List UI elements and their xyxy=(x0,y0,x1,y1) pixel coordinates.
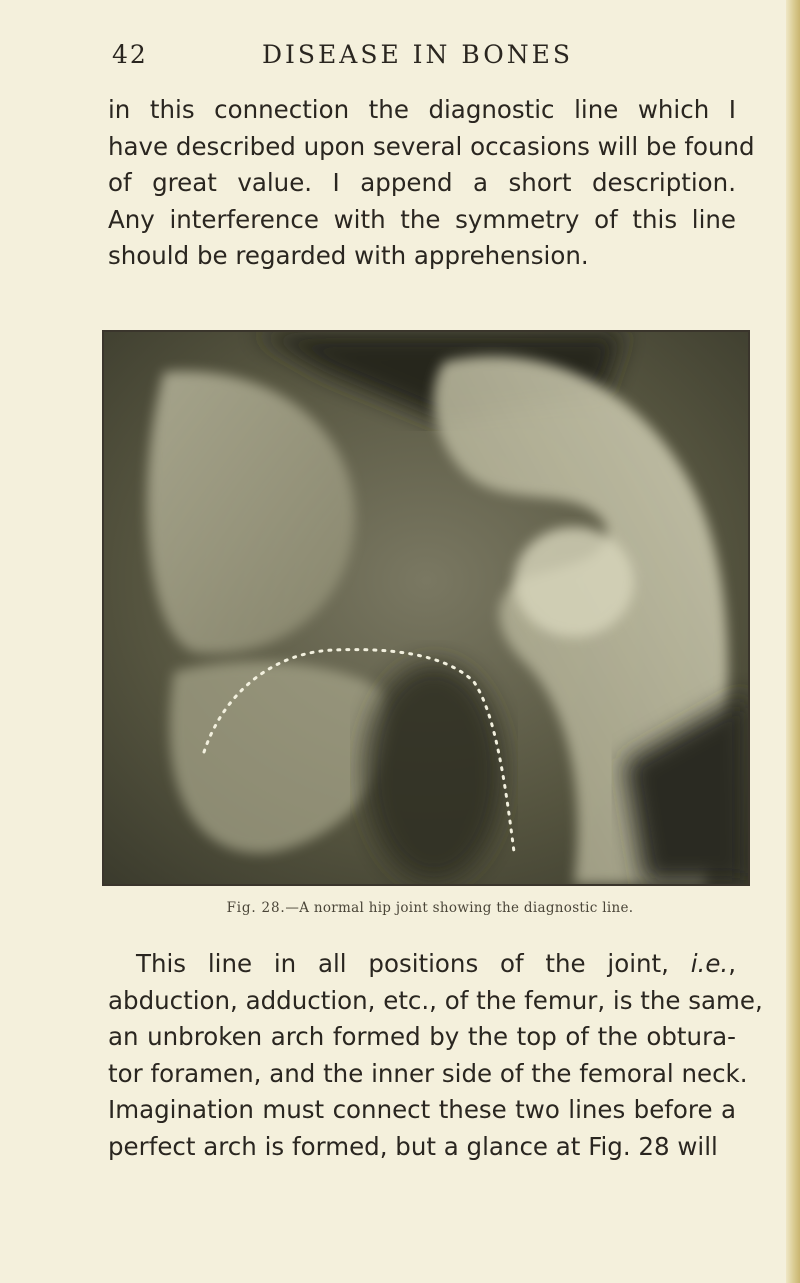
paragraph-text: , xyxy=(728,949,736,978)
paragraph-2 xyxy=(108,946,763,1165)
paragraph-line: perfect arch is formed, but a glance at Fig. 28 will xyxy=(108,1131,718,1161)
running-title: DISEASE IN BONES xyxy=(262,40,573,69)
paragraph-line: should be regarded with apprehension. xyxy=(108,241,589,270)
paragraph-line xyxy=(108,946,736,983)
femoral-head xyxy=(514,527,634,637)
figure-caption-text: —A normal hip joint showing the diagnostic line. xyxy=(285,900,634,916)
paragraph-line: abduction, adduction, etc., of the femur, is the same, xyxy=(108,985,763,1015)
paragraph-text: This line in all positions of the joint, xyxy=(136,949,691,978)
hip-xray-image xyxy=(104,332,748,884)
paragraph-line: an unbroken arch formed by the top of the obtura- xyxy=(108,1022,736,1051)
obturator-foramen xyxy=(364,662,504,882)
page-number: 42 xyxy=(112,40,148,69)
paragraph-line: of great value. I append a short description. xyxy=(108,168,736,197)
paragraph-line: Any interference with the symmetry of this line xyxy=(108,204,736,234)
paragraph-1 xyxy=(108,92,755,275)
xray-figure xyxy=(102,330,750,886)
figure-label: Fig. 28. xyxy=(226,900,286,916)
paragraph-line: in this connection the diagnostic line which I xyxy=(108,95,736,124)
paragraph-line: tor foramen, and the inner side of the femoral neck. xyxy=(108,1058,748,1088)
running-head xyxy=(112,40,732,76)
page-edge xyxy=(786,0,800,1283)
figure-caption xyxy=(100,900,760,916)
italic-abbrev: i.e. xyxy=(690,949,729,978)
paragraph-line: Imagination must connect these two lines before a xyxy=(108,1095,736,1124)
paragraph-line: have described upon several occasions will be found xyxy=(108,131,755,161)
